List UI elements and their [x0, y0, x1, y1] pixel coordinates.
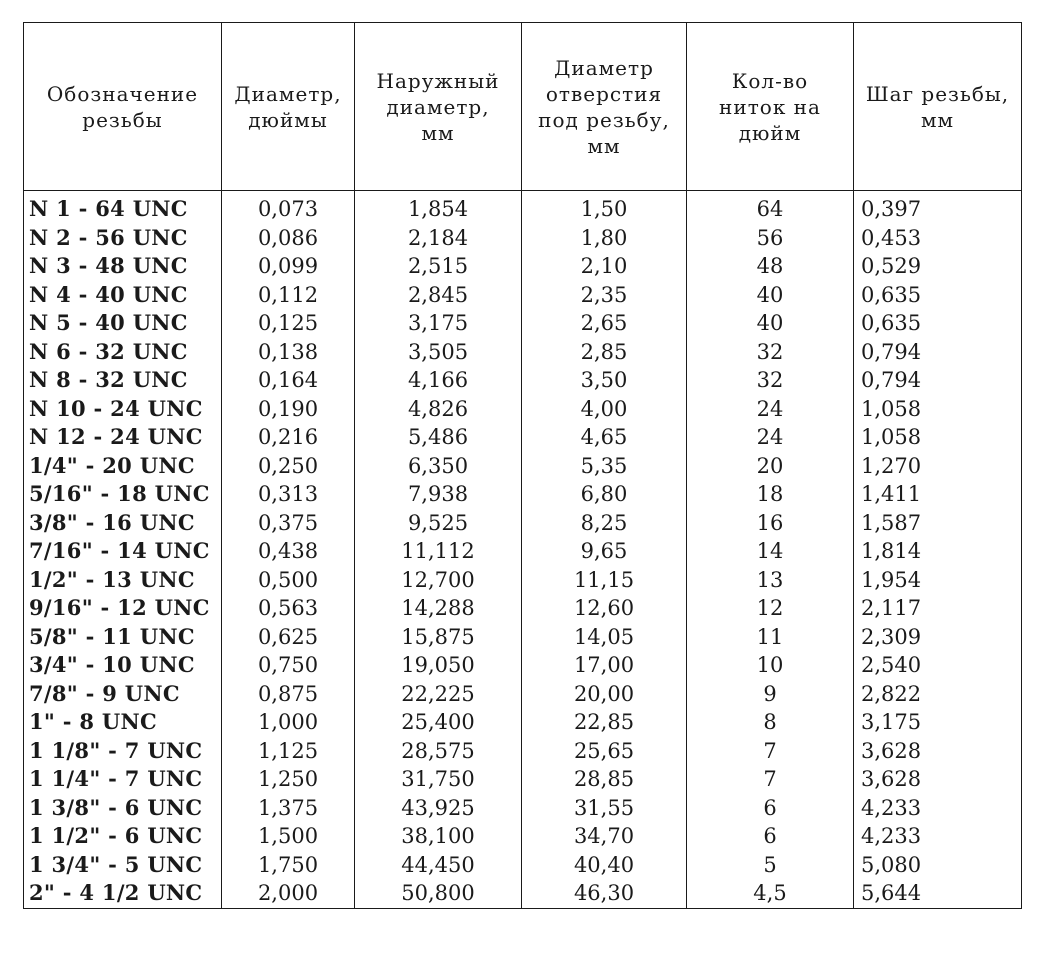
table-row [24, 452, 1022, 481]
table-row [24, 309, 1022, 338]
cell-hole-diameter: 11,15 [522, 566, 687, 595]
cell-designation: 1" - 8 UNC [24, 708, 222, 737]
cell-diameter-inches: 1,000 [222, 708, 355, 737]
cell-designation: 9/16" - 12 UNC [24, 594, 222, 623]
cell-diameter-inches: 0,750 [222, 651, 355, 680]
table-row [24, 765, 1022, 794]
cell-outer-diameter: 12,700 [355, 566, 522, 595]
cell-hole-diameter: 40,40 [522, 851, 687, 880]
cell-thread-pitch: 1,411 [854, 480, 1022, 509]
cell-diameter-inches: 0,313 [222, 480, 355, 509]
cell-hole-diameter: 4,00 [522, 395, 687, 424]
header-designation: Обозначение резьбы [24, 23, 222, 191]
cell-thread-pitch: 2,117 [854, 594, 1022, 623]
cell-thread-pitch: 2,540 [854, 651, 1022, 680]
table-row [24, 651, 1022, 680]
cell-threads-per-inch: 16 [687, 509, 854, 538]
cell-hole-diameter: 2,35 [522, 281, 687, 310]
cell-threads-per-inch: 6 [687, 822, 854, 851]
cell-outer-diameter: 9,525 [355, 509, 522, 538]
cell-thread-pitch: 3,175 [854, 708, 1022, 737]
cell-designation: 1/2" - 13 UNC [24, 566, 222, 595]
table-header [24, 23, 1022, 191]
header-thread-pitch: Шаг резьбы, мм [854, 23, 1022, 191]
cell-hole-diameter: 22,85 [522, 708, 687, 737]
cell-diameter-inches: 0,875 [222, 680, 355, 709]
table-row [24, 224, 1022, 253]
cell-diameter-inches: 2,000 [222, 879, 355, 908]
cell-threads-per-inch: 48 [687, 252, 854, 281]
cell-diameter-inches: 1,375 [222, 794, 355, 823]
cell-designation: 5/16" - 18 UNC [24, 480, 222, 509]
cell-diameter-inches: 0,438 [222, 537, 355, 566]
cell-outer-diameter: 19,050 [355, 651, 522, 680]
cell-hole-diameter: 28,85 [522, 765, 687, 794]
table-row [24, 281, 1022, 310]
cell-outer-diameter: 4,166 [355, 366, 522, 395]
cell-threads-per-inch: 40 [687, 309, 854, 338]
cell-diameter-inches: 0,164 [222, 366, 355, 395]
cell-outer-diameter: 14,288 [355, 594, 522, 623]
cell-thread-pitch: 0,635 [854, 281, 1022, 310]
cell-designation: N 5 - 40 UNC [24, 309, 222, 338]
cell-designation: 3/4" - 10 UNC [24, 651, 222, 680]
cell-hole-diameter: 8,25 [522, 509, 687, 538]
cell-outer-diameter: 11,112 [355, 537, 522, 566]
cell-thread-pitch: 0,794 [854, 366, 1022, 395]
cell-hole-diameter: 9,65 [522, 537, 687, 566]
table-row [24, 851, 1022, 880]
cell-diameter-inches: 0,250 [222, 452, 355, 481]
cell-outer-diameter: 3,505 [355, 338, 522, 367]
cell-designation: N 1 - 64 UNC [24, 191, 222, 224]
cell-outer-diameter: 2,845 [355, 281, 522, 310]
thread-table-container [23, 22, 1022, 909]
cell-designation: N 8 - 32 UNC [24, 366, 222, 395]
table-row [24, 252, 1022, 281]
cell-diameter-inches: 1,125 [222, 737, 355, 766]
table-row [24, 191, 1022, 224]
cell-hole-diameter: 4,65 [522, 423, 687, 452]
cell-thread-pitch: 1,814 [854, 537, 1022, 566]
cell-diameter-inches: 0,112 [222, 281, 355, 310]
cell-thread-pitch: 0,794 [854, 338, 1022, 367]
cell-outer-diameter: 50,800 [355, 879, 522, 908]
cell-thread-pitch: 0,635 [854, 309, 1022, 338]
cell-designation: N 10 - 24 UNC [24, 395, 222, 424]
cell-diameter-inches: 0,125 [222, 309, 355, 338]
cell-thread-pitch: 4,233 [854, 822, 1022, 851]
cell-thread-pitch: 1,058 [854, 395, 1022, 424]
cell-designation: 7/16" - 14 UNC [24, 537, 222, 566]
header-diameter-inches: Диаметр, дюймы [222, 23, 355, 191]
cell-thread-pitch: 1,270 [854, 452, 1022, 481]
cell-outer-diameter: 4,826 [355, 395, 522, 424]
cell-hole-diameter: 2,85 [522, 338, 687, 367]
cell-thread-pitch: 5,080 [854, 851, 1022, 880]
cell-threads-per-inch: 32 [687, 366, 854, 395]
cell-diameter-inches: 1,750 [222, 851, 355, 880]
table-row [24, 423, 1022, 452]
cell-threads-per-inch: 12 [687, 594, 854, 623]
header-outer-diameter: Наружный диаметр, мм [355, 23, 522, 191]
cell-hole-diameter: 14,05 [522, 623, 687, 652]
cell-diameter-inches: 0,138 [222, 338, 355, 367]
cell-hole-diameter: 31,55 [522, 794, 687, 823]
cell-hole-diameter: 20,00 [522, 680, 687, 709]
table-row [24, 395, 1022, 424]
cell-thread-pitch: 3,628 [854, 737, 1022, 766]
cell-diameter-inches: 0,375 [222, 509, 355, 538]
cell-threads-per-inch: 56 [687, 224, 854, 253]
cell-thread-pitch: 1,058 [854, 423, 1022, 452]
cell-designation: 1/4" - 20 UNC [24, 452, 222, 481]
cell-diameter-inches: 0,099 [222, 252, 355, 281]
cell-threads-per-inch: 7 [687, 737, 854, 766]
cell-hole-diameter: 5,35 [522, 452, 687, 481]
cell-threads-per-inch: 6 [687, 794, 854, 823]
cell-designation: N 2 - 56 UNC [24, 224, 222, 253]
cell-outer-diameter: 6,350 [355, 452, 522, 481]
cell-diameter-inches: 1,250 [222, 765, 355, 794]
cell-diameter-inches: 1,500 [222, 822, 355, 851]
table-row [24, 594, 1022, 623]
cell-thread-pitch: 0,453 [854, 224, 1022, 253]
cell-threads-per-inch: 14 [687, 537, 854, 566]
table-row [24, 509, 1022, 538]
cell-threads-per-inch: 32 [687, 338, 854, 367]
cell-designation: 3/8" - 16 UNC [24, 509, 222, 538]
cell-outer-diameter: 25,400 [355, 708, 522, 737]
cell-diameter-inches: 0,190 [222, 395, 355, 424]
cell-threads-per-inch: 4,5 [687, 879, 854, 908]
cell-diameter-inches: 0,563 [222, 594, 355, 623]
cell-threads-per-inch: 8 [687, 708, 854, 737]
cell-thread-pitch: 5,644 [854, 879, 1022, 908]
cell-outer-diameter: 28,575 [355, 737, 522, 766]
table-body [24, 191, 1022, 909]
cell-thread-pitch: 2,309 [854, 623, 1022, 652]
cell-threads-per-inch: 11 [687, 623, 854, 652]
cell-outer-diameter: 2,515 [355, 252, 522, 281]
cell-threads-per-inch: 20 [687, 452, 854, 481]
table-row [24, 566, 1022, 595]
cell-outer-diameter: 38,100 [355, 822, 522, 851]
cell-outer-diameter: 31,750 [355, 765, 522, 794]
unc-thread-table [23, 22, 1022, 909]
cell-designation: N 6 - 32 UNC [24, 338, 222, 367]
cell-threads-per-inch: 24 [687, 423, 854, 452]
table-row [24, 822, 1022, 851]
cell-threads-per-inch: 9 [687, 680, 854, 709]
table-row [24, 366, 1022, 395]
cell-thread-pitch: 4,233 [854, 794, 1022, 823]
cell-outer-diameter: 1,854 [355, 191, 522, 224]
table-row [24, 680, 1022, 709]
cell-designation: 1 1/8" - 7 UNC [24, 737, 222, 766]
cell-hole-diameter: 3,50 [522, 366, 687, 395]
cell-diameter-inches: 0,086 [222, 224, 355, 253]
cell-designation: 1 3/8" - 6 UNC [24, 794, 222, 823]
cell-designation: N 12 - 24 UNC [24, 423, 222, 452]
cell-outer-diameter: 44,450 [355, 851, 522, 880]
cell-outer-diameter: 5,486 [355, 423, 522, 452]
cell-hole-diameter: 17,00 [522, 651, 687, 680]
cell-threads-per-inch: 24 [687, 395, 854, 424]
header-threads-per-inch: Кол-во ниток на дюйм [687, 23, 854, 191]
table-row [24, 623, 1022, 652]
cell-thread-pitch: 0,397 [854, 191, 1022, 224]
cell-diameter-inches: 0,625 [222, 623, 355, 652]
cell-hole-diameter: 2,65 [522, 309, 687, 338]
cell-threads-per-inch: 40 [687, 281, 854, 310]
cell-diameter-inches: 0,073 [222, 191, 355, 224]
table-row [24, 794, 1022, 823]
cell-outer-diameter: 15,875 [355, 623, 522, 652]
cell-thread-pitch: 3,628 [854, 765, 1022, 794]
cell-hole-diameter: 1,50 [522, 191, 687, 224]
table-row [24, 338, 1022, 367]
cell-outer-diameter: 7,938 [355, 480, 522, 509]
cell-hole-diameter: 46,30 [522, 879, 687, 908]
table-row [24, 708, 1022, 737]
cell-designation: N 4 - 40 UNC [24, 281, 222, 310]
cell-designation: 1 1/4" - 7 UNC [24, 765, 222, 794]
cell-designation: 5/8" - 11 UNC [24, 623, 222, 652]
table-row [24, 480, 1022, 509]
cell-designation: 1 1/2" - 6 UNC [24, 822, 222, 851]
cell-thread-pitch: 1,587 [854, 509, 1022, 538]
cell-outer-diameter: 43,925 [355, 794, 522, 823]
cell-threads-per-inch: 10 [687, 651, 854, 680]
cell-threads-per-inch: 64 [687, 191, 854, 224]
cell-diameter-inches: 0,216 [222, 423, 355, 452]
cell-threads-per-inch: 7 [687, 765, 854, 794]
header-hole-diameter: Диаметр отверстия под резьбу, мм [522, 23, 687, 191]
table-row [24, 879, 1022, 908]
table-row [24, 537, 1022, 566]
header-row [24, 23, 1022, 191]
cell-designation: 1 3/4" - 5 UNC [24, 851, 222, 880]
cell-designation: N 3 - 48 UNC [24, 252, 222, 281]
cell-hole-diameter: 1,80 [522, 224, 687, 253]
cell-thread-pitch: 0,529 [854, 252, 1022, 281]
cell-thread-pitch: 1,954 [854, 566, 1022, 595]
cell-threads-per-inch: 13 [687, 566, 854, 595]
cell-hole-diameter: 12,60 [522, 594, 687, 623]
cell-threads-per-inch: 5 [687, 851, 854, 880]
cell-hole-diameter: 2,10 [522, 252, 687, 281]
cell-outer-diameter: 2,184 [355, 224, 522, 253]
cell-designation: 2" - 4 1/2 UNC [24, 879, 222, 908]
cell-thread-pitch: 2,822 [854, 680, 1022, 709]
table-row [24, 737, 1022, 766]
cell-threads-per-inch: 18 [687, 480, 854, 509]
cell-outer-diameter: 22,225 [355, 680, 522, 709]
cell-hole-diameter: 6,80 [522, 480, 687, 509]
cell-hole-diameter: 25,65 [522, 737, 687, 766]
cell-diameter-inches: 0,500 [222, 566, 355, 595]
cell-outer-diameter: 3,175 [355, 309, 522, 338]
cell-designation: 7/8" - 9 UNC [24, 680, 222, 709]
cell-hole-diameter: 34,70 [522, 822, 687, 851]
